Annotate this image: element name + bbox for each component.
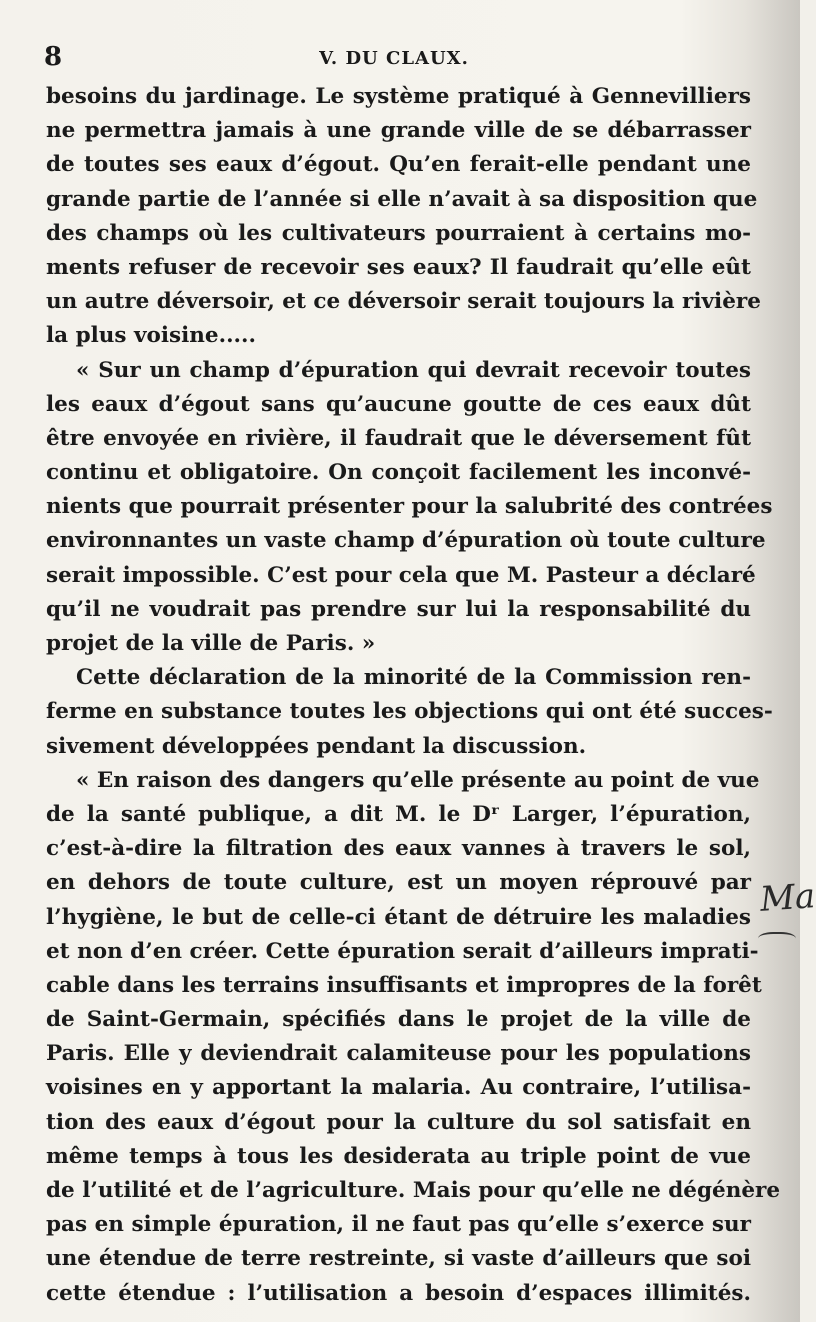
page-header — [44, 38, 744, 74]
text-line: sivement développées pendant la discussion. — [46, 733, 587, 759]
text-line: et non d’en créer. Cette épuration serait d’ailleurs imprati- — [46, 938, 759, 964]
text-line: voisines en y apportant la malaria. Au contraire, l’utilisa- — [46, 1075, 751, 1101]
text-line: serait impossible. C’est pour cela que M. Pasteur a déclaré — [46, 562, 756, 588]
text-line: en dehors de toute culture, est un moyen réprouvé par — [46, 870, 751, 896]
text-line: cable dans les terrains insuffisants et impropres de la forêt — [46, 972, 762, 998]
text-line: cette étendue : l’utilisation a besoin d’espaces illimités. — [46, 1280, 751, 1306]
text-line: de l’utilité et de l’agriculture. Mais pour qu’elle ne dégénère — [46, 1178, 781, 1203]
text-line: environnantes un vaste champ d’épuration où toute culture — [46, 528, 766, 554]
text-line: une étendue de terre restreinte, si vaste d’ailleurs que soi — [46, 1246, 751, 1272]
text-line: des champs où les cultivateurs pourraient à certains mo- — [46, 220, 751, 246]
page-number: 8 — [44, 42, 63, 72]
text-line: les eaux d’égout sans qu’aucune goutte de ces eaux dût — [46, 391, 751, 417]
text-line: Paris. Elle y deviendrait calamiteuse pour les populations — [46, 1041, 751, 1067]
text-line: de toutes ses eaux d’égout. Qu’en ferait-elle pendant une — [46, 152, 751, 178]
text-line: ne permettra jamais à une grande ville de se débarrasser — [46, 118, 751, 144]
text-line: « En raison des dangers qu’elle présente au point de vue — [76, 767, 760, 793]
handwritten-margin-note: Ma — [758, 876, 816, 920]
text-line: tion des eaux d’égout pour la culture du sol satisfait en — [46, 1109, 751, 1135]
text-line: ments refuser de recevoir ses eaux? Il faudrait qu’elle eût — [46, 254, 751, 280]
text-line: ferme en substance toutes les objections qui ont été succes- — [46, 699, 773, 725]
text-line: pas en simple épuration, il ne faut pas qu’elle s’exerce sur — [46, 1212, 751, 1238]
text-line: continu et obligatoire. On conçoit facilement les inconvé- — [46, 460, 751, 486]
text-line: être envoyée en rivière, il faudrait que le déversement fût — [46, 425, 751, 451]
text-line: de la santé publique, a dit M. le Dʳ Larger, l’épuration, — [46, 801, 751, 827]
text-line: grande partie de l’année si elle n’avait à sa disposition que — [46, 186, 758, 212]
text-line: Cette déclaration de la minorité de la Commission ren- — [76, 665, 751, 691]
text-line: besoins du jardinage. Le système pratiqué à Gennevilliers — [46, 84, 751, 109]
body-text — [46, 80, 781, 1311]
text-line: « Sur un champ d’épuration qui devrait recevoir toutes — [76, 357, 751, 383]
text-line: qu’il ne voudrait pas prendre sur lui la responsabilité du — [46, 596, 751, 622]
text-line: projet de la ville de Paris. » — [46, 631, 376, 656]
handwritten-margin-stroke — [758, 932, 796, 948]
running-head: V. DU CLAUX. — [319, 48, 469, 69]
text-line: de Saint-Germain, spécifiés dans le projet de la ville de — [46, 1007, 751, 1033]
text-line: l’hygiène, le but de celle-ci étant de détruire les maladies — [46, 904, 751, 930]
text-line: c’est-à-dire la filtration des eaux vannes à travers le sol, — [46, 836, 751, 862]
text-line: la plus voisine..... — [46, 323, 257, 349]
text-line: un autre déversoir, et ce déversoir serait toujours la rivière — [46, 289, 761, 315]
text-line: nients que pourrait présenter pour la salubrité des contrées — [46, 494, 773, 520]
text-line: même temps à tous les desiderata au triple point de vue — [46, 1143, 751, 1169]
